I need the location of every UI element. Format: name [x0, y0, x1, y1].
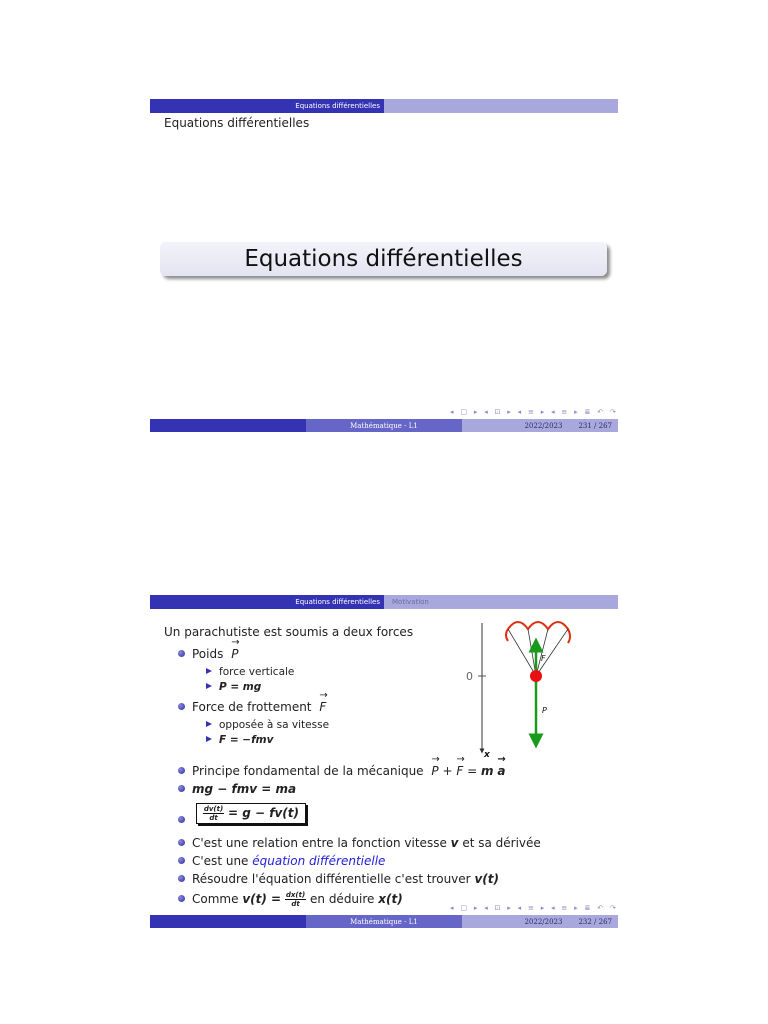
origin-label: 0: [466, 670, 473, 683]
bullet-icon: [178, 785, 185, 792]
section-title-box: [160, 242, 607, 276]
bullet-icon: [178, 816, 185, 823]
frottement-label: Force de frottement: [192, 700, 312, 714]
nav-prev-frame-icon[interactable]: ◂: [484, 904, 488, 912]
eq-p-vector: → P: [431, 764, 438, 778]
nav-next-section-icon[interactable]: ▸: [574, 904, 578, 912]
principe-label: Principe fondamental de la mécanique: [192, 764, 424, 778]
nav-next-subsection-icon[interactable]: ▸: [540, 904, 545, 912]
list-item-eq2: [178, 803, 306, 824]
parachutist-body: [530, 670, 542, 682]
nav-slide-icon[interactable]: □: [460, 904, 467, 912]
header-bar: [150, 99, 618, 113]
slide-231: [150, 99, 618, 432]
eq-a-vector: → a: [497, 764, 505, 778]
intro-text: Un parachutiste est soumis a deux forces: [164, 625, 414, 639]
navigation-symbols: [450, 408, 616, 418]
nav-slide-icon[interactable]: □: [460, 408, 467, 416]
list-item-comme: [178, 891, 403, 908]
list-item-frottement: [178, 700, 326, 714]
navigation-symbols: [450, 904, 616, 914]
nav-frame-icon[interactable]: ⊡: [494, 408, 501, 416]
nav-prev-subsection-icon[interactable]: ◂: [517, 408, 522, 416]
header-subsection[interactable]: [384, 99, 618, 113]
nav-next-subsection-icon[interactable]: ▸: [540, 408, 545, 416]
list-item-resoudre: [178, 872, 499, 886]
relation-text: C'est une relation entre la fonction vitesse: [192, 836, 447, 850]
bullet-icon: [178, 895, 185, 902]
comme-text-end: en déduire: [310, 892, 375, 906]
list-item-poids: [178, 647, 238, 661]
comme-text: Comme: [192, 892, 239, 906]
nav-next-section-icon[interactable]: ▸: [574, 408, 578, 416]
nav-prev-slide-icon[interactable]: ◂: [450, 904, 454, 912]
footer-year: 2022/2023: [524, 421, 563, 430]
nav-prev-subsection-icon[interactable]: ◂: [517, 904, 522, 912]
footer-right: [462, 915, 618, 928]
nav-prev-section-icon[interactable]: ◂: [551, 904, 555, 912]
boxed-equation: [196, 803, 306, 824]
subitem-text: force verticale: [219, 666, 295, 678]
eq-f-vector: → F: [456, 764, 463, 778]
nav-appendix-icon[interactable]: ≣: [584, 408, 591, 416]
equation-mg: mg − fmv = ma: [192, 782, 297, 796]
footer-course: Mathématique - L1: [306, 419, 462, 432]
eq-plus: +: [442, 764, 453, 778]
nav-frame-icon[interactable]: ⊡: [494, 904, 501, 912]
nav-prev-frame-icon[interactable]: ◂: [484, 408, 488, 416]
nav-next-slide-icon[interactable]: ▸: [473, 904, 478, 912]
nav-back-icon[interactable]: ↶: [597, 408, 604, 416]
list-subitem: [206, 719, 329, 731]
nav-prev-slide-icon[interactable]: ◂: [450, 408, 454, 416]
footer-bar: [150, 419, 618, 432]
footer-year: 2022/2023: [524, 917, 563, 926]
equation-rhs: = g − fv(t): [227, 806, 299, 820]
frame-title: Equations différentielles: [164, 116, 310, 130]
comme-vt: v(t) =: [242, 892, 282, 906]
nav-subsection-icon[interactable]: ≡: [527, 904, 534, 912]
nav-appendix-icon[interactable]: ≣: [584, 904, 591, 912]
triangle-bullet-icon: [206, 668, 212, 674]
list-subitem: [206, 666, 294, 678]
subitem-formula: F = −fmv: [219, 734, 274, 746]
footer-bar: [150, 915, 618, 928]
eq-equals: =: [467, 764, 478, 778]
nav-forward-icon[interactable]: ↷: [609, 408, 616, 416]
list-item-eq1: [178, 782, 296, 796]
suspension-lines: [508, 629, 568, 676]
resoudre-vt: v(t): [474, 872, 499, 886]
fraction-dv-dt: [203, 805, 224, 822]
header-section[interactable]: Equations différentielles: [150, 595, 384, 609]
nav-back-icon[interactable]: ↶: [597, 904, 604, 912]
slide-232: [150, 595, 618, 928]
triangle-bullet-icon: [206, 721, 212, 727]
nav-subsection-icon[interactable]: ≡: [527, 408, 534, 416]
ed-highlight: équation différentielle: [252, 854, 386, 868]
nav-next-frame-icon[interactable]: ▸: [507, 904, 511, 912]
bullet-icon: [178, 857, 185, 864]
footer-right: [462, 419, 618, 432]
resoudre-text: Résoudre l'équation différentielle c'est trouver: [192, 872, 471, 886]
frottement-vector: → F: [319, 700, 326, 714]
force-f-label: F: [541, 654, 546, 663]
nav-forward-icon[interactable]: ↷: [609, 904, 616, 912]
list-subitem: [206, 734, 273, 746]
footer-left: [150, 915, 306, 928]
fraction-numerator: dv(t): [203, 805, 224, 813]
comme-xt: x(t): [378, 892, 403, 906]
header-section[interactable]: Equations différentielles: [150, 99, 384, 113]
list-subitem: [206, 681, 261, 693]
bullet-icon: [178, 703, 185, 710]
nav-section-icon[interactable]: ≡: [561, 408, 568, 416]
triangle-bullet-icon: [206, 683, 212, 689]
triangle-bullet-icon: [206, 736, 212, 742]
list-item-relation: [178, 836, 541, 850]
poids-label: Poids: [192, 647, 224, 661]
subitem-text: opposée à sa vitesse: [219, 719, 330, 731]
footer-course: Mathématique - L1: [306, 915, 462, 928]
section-title: Equations différentielles: [244, 246, 523, 272]
bullet-icon: [178, 875, 185, 882]
bullet-icon: [178, 650, 185, 657]
relation-text-end: et sa dérivée: [462, 836, 541, 850]
fraction-denominator: dt: [209, 814, 218, 822]
fraction-numerator: dx(t): [285, 891, 306, 899]
force-p-label: P: [542, 706, 547, 715]
footer-page-number: 231 / 267: [578, 421, 612, 430]
ed-prefix: C'est une: [192, 854, 249, 868]
nav-prev-section-icon[interactable]: ◂: [551, 408, 555, 416]
footer-page-number: 232 / 267: [578, 917, 612, 926]
poids-vector: → P: [231, 647, 238, 661]
nav-section-icon[interactable]: ≡: [561, 904, 568, 912]
bullet-icon: [178, 839, 185, 846]
footer-left: [150, 419, 306, 432]
relation-v: v: [450, 836, 459, 850]
fraction-dx-dt: [285, 891, 306, 908]
subitem-formula: P = mg: [219, 681, 262, 693]
header-subsection[interactable]: Motivation: [384, 595, 618, 609]
axis-label: x: [484, 750, 490, 760]
header-bar: [150, 595, 618, 609]
eq-m: m: [480, 764, 494, 778]
nav-next-slide-icon[interactable]: ▸: [473, 408, 478, 416]
bullet-icon: [178, 767, 185, 774]
nav-next-frame-icon[interactable]: ▸: [507, 408, 511, 416]
parachute-diagram: [450, 617, 610, 767]
list-item-ed: [178, 854, 385, 868]
fraction-denominator: dt: [291, 900, 300, 908]
